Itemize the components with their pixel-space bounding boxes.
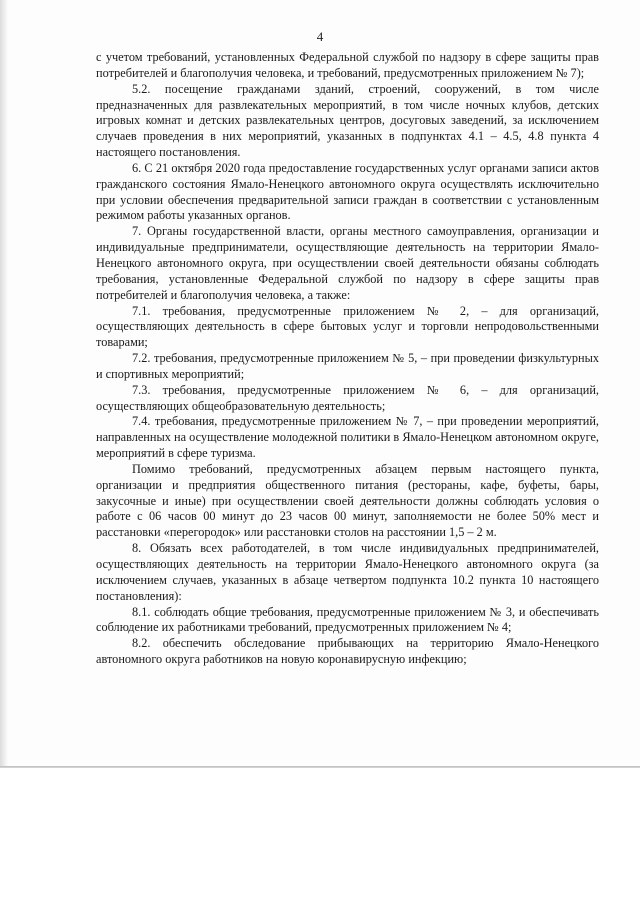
paragraph-7: 7. Органы государственной власти, органы местного самоуправления, организации и индивидуальные предприниматели, осуществляющие деятельность на территории Ямало-Ненецкого автономного округа, при осуществлении своей деятельности обязаны соблюдать требования, установленные Федеральной службой по надзору в сфере защиты прав потребителей и благополучия человека, а также: xyxy=(96,224,599,302)
paragraph-7-1: 7.1. требования, предусмотренные приложением № 2, – для организаций, осуществляющих деятельность в сфере бытовых услуг и торговли непродовольственными товарами; xyxy=(96,303,599,350)
body-text xyxy=(96,50,599,668)
paragraph-5-2: 5.2. посещение гражданами зданий, строений, сооружений, в том числе предназначенных для развлекательных мероприятий, в том числе ночных клубов, детских игровых комнат и детских развлекательных центров, досуговых заведений, за исключением случаев проведения в них мероприятий, указанных в подпунктах 4.1 – 4.5, 4.8 пункта 4 настоящего постановления. xyxy=(96,81,599,160)
blank-area xyxy=(0,769,640,905)
page-bottom-edge xyxy=(0,766,640,768)
page-number: 4 xyxy=(316,29,324,44)
paragraph-7-3: 7.3. требования, предусмотренные приложением № 6, – для организаций, осуществляющих общеобразовательную деятельность; xyxy=(96,382,599,413)
paragraph-7-4: 7.4. требования, предусмотренные приложением № 7, – при проведении мероприятий, направленных на осуществление молодежной политики в Ямало-Ненецком автономном округе, мероприятий в сфере туризма. xyxy=(96,414,599,461)
paragraph-7-2: 7.2. требования, предусмотренные приложением № 5, – при проведении физкультурных и спортивных мероприятий; xyxy=(96,351,599,381)
paragraph-8-1: 8.1. соблюдать общие требования, предусмотренные приложением № 3, и обеспечивать соблюдение их работниками требований, предусмотренных приложением № 4; xyxy=(96,604,599,635)
paragraph-6: 6. С 21 октября 2020 года предоставление государственных услуг органами записи актов гражданского состояния Ямало-Ненецкого автономного округа осуществлять исключительно при условии обеспечения предварительной записи граждан в соответствии с установленным режимом работы указанных органов. xyxy=(96,160,599,223)
scan-shadow xyxy=(0,0,8,768)
paragraph-continuation: с учетом требований, установленных Федеральной службой по надзору в сфере защиты прав потребителей и благополучия человека, и требований, предусмотренных приложением № 7); xyxy=(96,50,599,80)
paragraph-catering: Помимо требований, предусмотренных абзацем первым настоящего пункта, организации и предприятия общественного питания (рестораны, кафе, буфеты, бары, закусочные и иные) при осуществлении своей деятельности должны соблюдать условия о работе с 06 часов 00 минут до 23 часов 00 минут, заполняемости не более 50% мест и расстановки «перегородок» или расстановки столов на расстоянии 1,5 – 2 м. xyxy=(96,461,599,540)
paragraph-8: 8. Обязать всех работодателей, в том числе индивидуальных предпринимателей, осуществляющих деятельность на территории Ямало-Ненецкого автономного округа (за исключением случаев, указанных в абзаце четвертом подпункта 10.2 пункта 10 настоящего постановления): xyxy=(96,541,599,603)
paragraph-8-2: 8.2. обеспечить обследование прибывающих на территорию Ямало-Ненецкого автономного округа работников на новую коронавирусную инфекцию; xyxy=(96,636,599,667)
